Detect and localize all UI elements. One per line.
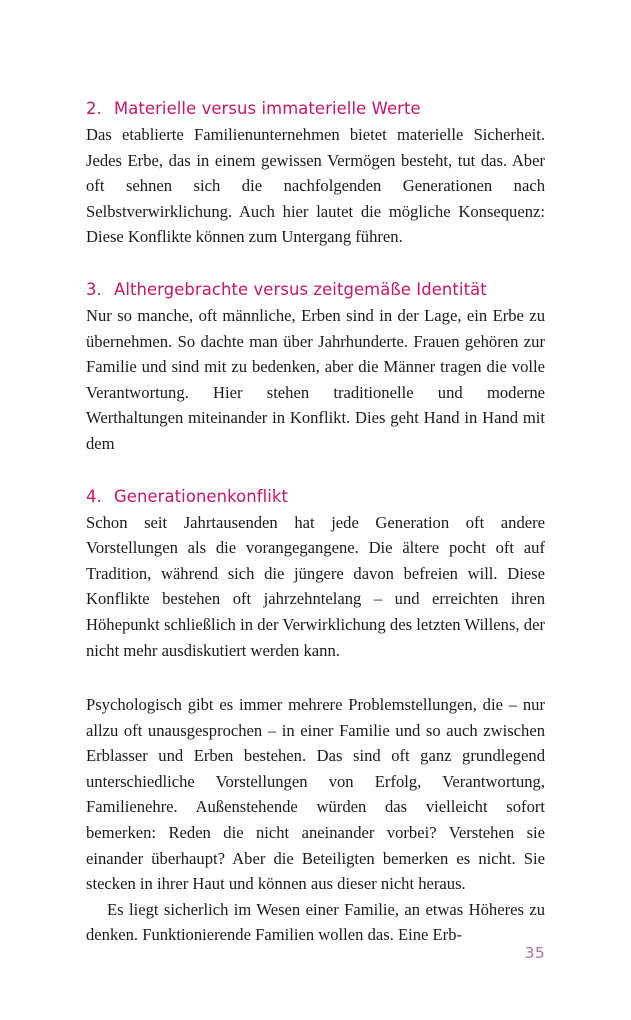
closing-paragraph-2: Es liegt sicherlich im Wesen einer Familie, an etwas Höheres zu denken. Funktionierende Familien wollen das. Eine Erb- — [86, 899, 545, 945]
section-block-4 — [86, 486, 545, 664]
section-body-3: Nur so manche, oft männliche, Erben sind in der Lage, ein Erbe zu übernehmen. So dachte man über Jahrhunderte. Frauen gehören zur Familie und sind mit zu bedenken, aber die Männer tragen die volle Verantwortung. Hier stehen traditionelle und moderne Werthaltungen miteinander in Konflikt. Dies geht Hand in Hand mit dem — [86, 305, 545, 453]
section-block-3 — [86, 279, 545, 457]
section-title-3: Althergebrachte versus zeitgemäße Identität — [114, 279, 487, 299]
page-number: 35 — [524, 944, 545, 962]
closing-paragraph-1: Psychologisch gibt es immer mehrere Problemstellungen, die – nur allzu oft unausgesprochen – in einer Familie und so auch zwischen Erblasser und Erben bestehen. Das sind oft ganz grundlegend unterschiedliche Vorstellungen von Erfolg, Verantwortung, Familienehre. Außenstehende würden das vielleicht sofort bemerken: Reden die nicht aneinander vorbei? Verstehen sie einander überhaupt? Aber die Beteiligten bemerken es nicht. Sie stecken in ihrer Haut und können aus dieser nicht heraus. — [86, 695, 545, 894]
closing-paragraphs — [86, 692, 545, 948]
section-heading-4 — [86, 486, 545, 508]
section-body-4: Schon seit Jahrtausenden hat jede Generation oft andere Vorstellungen als die vorangegangene. Die ältere pocht oft auf Tradition, während sich die jüngere davon befreien will. Diese Konflikte bestehen oft jahrzehntelang – und erreichten ihren Höhepunkt schließlich in der Verwirklichung des letzten Willens, der nicht mehr ausdiskutiert werden kann. — [86, 512, 545, 660]
section-heading-3 — [86, 279, 545, 301]
section-number-2: 2. — [86, 99, 102, 118]
section-number-3: 3. — [86, 279, 102, 299]
section-number-4: 4. — [86, 486, 102, 506]
section-body-2: Das etablierte Familienunternehmen bietet materielle Sicherheit. Jedes Erbe, das in einem gewissen Vermögen besteht, tut das. Aber oft sehnen sich die nachfolgenden Generationen nach Selbstverwirklichung. Auch hier lautet die mögliche Konsequenz: Diese Konflikte können zum Untergang führen. — [86, 125, 545, 247]
section-title-4: Generationenkonflikt — [114, 486, 289, 506]
section-title-2: Materielle versus immaterielle Werte — [114, 99, 421, 118]
section-heading-2 — [86, 98, 545, 120]
page-content — [86, 98, 545, 948]
section-block-2 — [86, 98, 545, 250]
